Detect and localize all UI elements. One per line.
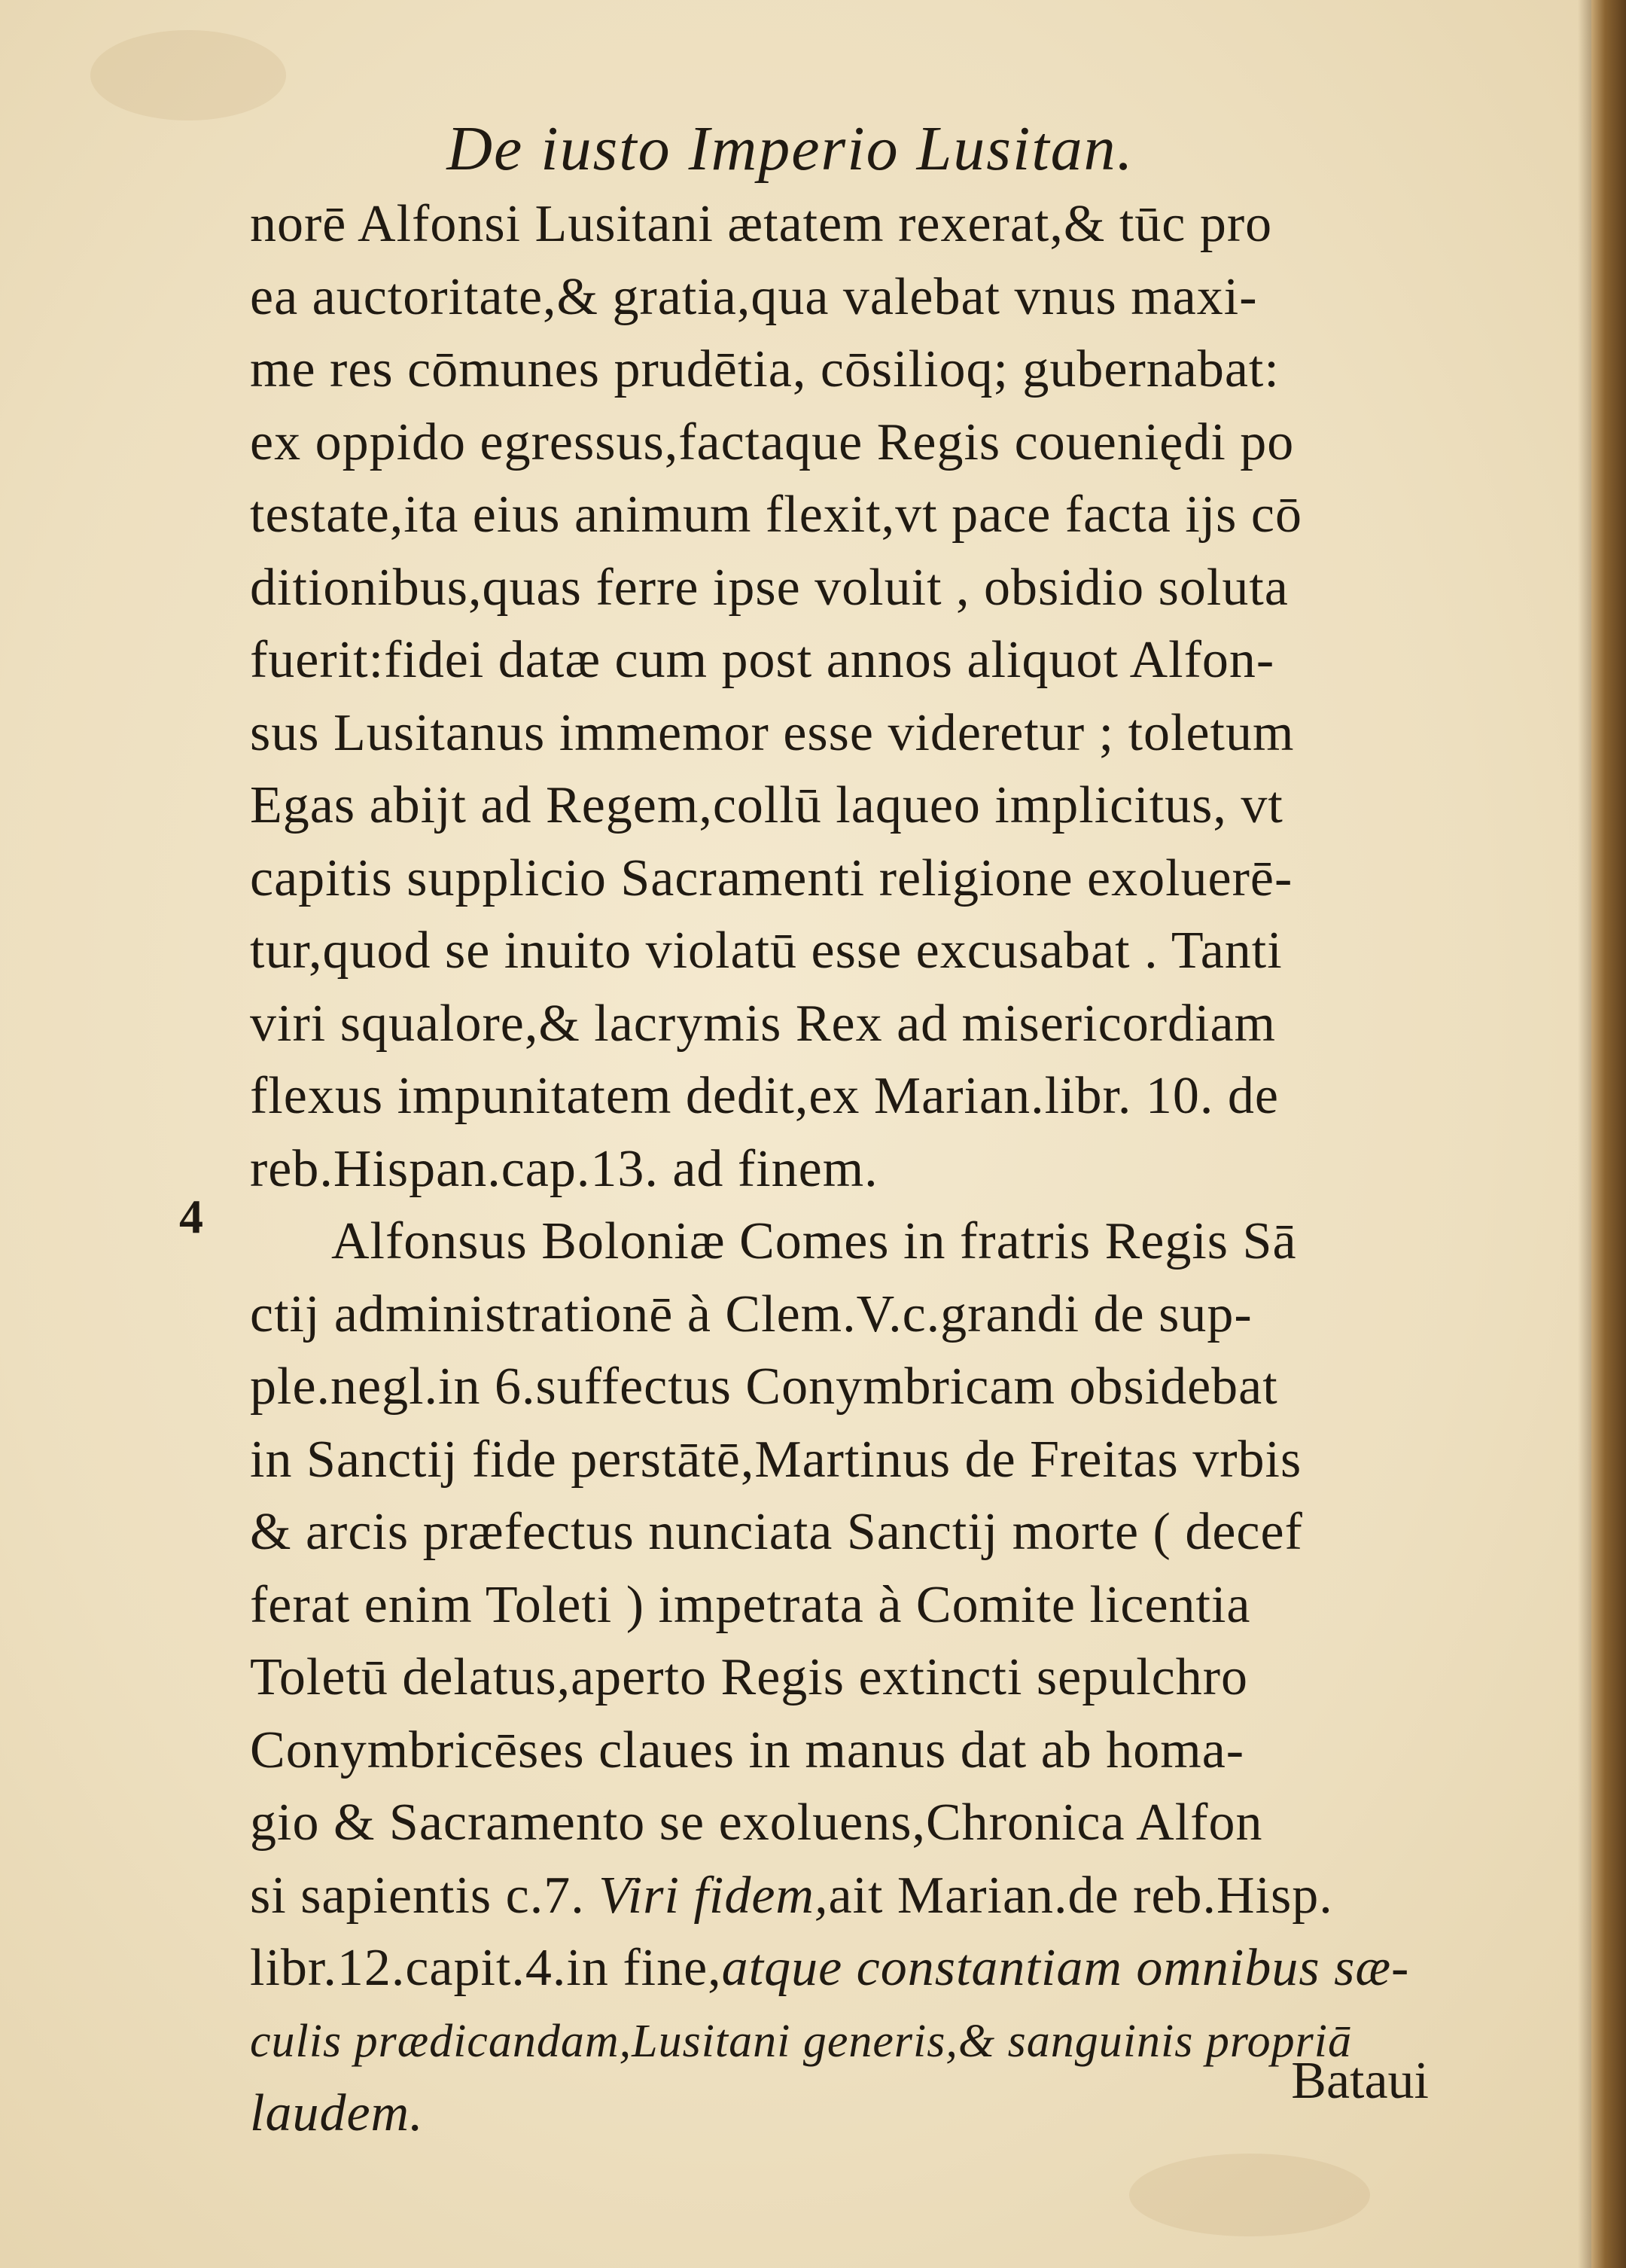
text-line: norē Alfonsi Lusitani ætatem rexerat,& tūc pro: [250, 195, 1273, 253]
text-line: flexus impunitatem dedit,ex Marian.libr. 10. de: [250, 1067, 1279, 1125]
text-line: laudem.: [250, 2084, 424, 2142]
running-head: De iusto Imperio Lusitan.: [446, 114, 1134, 184]
text-line: Egas abijt ad Regem,collū laqueo implicitus, vt: [250, 776, 1283, 834]
text-line: Conymbricēses claues in manus dat ab homa-: [250, 1721, 1245, 1779]
text-segment: libr.12.capit.4.in fine,: [250, 1939, 722, 1997]
text-line: & arcis præfectus nunciata Sanctij morte ( decef: [250, 1503, 1303, 1561]
text-line: culis prædicandam,Lusitani generis,& sanguinis propriā: [250, 2015, 1353, 2067]
marginal-number: 4: [179, 1190, 203, 1243]
text-segment: si sapientis c.7.: [250, 1866, 585, 1925]
italic-segment: Viri fidem,: [598, 1866, 829, 1925]
text-line: reb.Hispan.cap.13. ad finem.: [250, 1139, 878, 1198]
binding-edge: [1591, 0, 1626, 2268]
text-line: viri squalore,& lacrymis Rex ad misericordiam: [250, 994, 1276, 1053]
text-line: gio & Sacramento se exoluens,Chronica Alfon: [250, 1794, 1263, 1852]
text-line: tur,quod se inuito violatū esse excusabat . Tanti: [250, 922, 1283, 980]
catchword: Bataui: [1291, 2052, 1429, 2110]
text-line: ex oppido egressus,factaque Regis coueniędi po: [250, 413, 1295, 471]
text-line: ple.negl.in 6.suffectus Conymbricam obsidebat: [250, 1358, 1278, 1416]
text-line: [250, 1932, 1432, 2005]
text-line: ctij administrationē à Clem.V.c.grandi de sup-: [250, 1285, 1253, 1343]
text-line: [250, 1860, 1432, 1933]
text-line: sus Lusitanus immemor esse videretur ; toletum: [250, 703, 1295, 762]
text-line: ea auctoritate,& gratia,qua valebat vnus maxi-: [250, 267, 1258, 326]
text-line: Alfonsus Boloniæ Comes in fratris Regis Sā: [331, 1212, 1297, 1270]
italic-segment: atque constantiam omnibus sæ-: [721, 1939, 1410, 1997]
text-segment: ait Marian.de reb.Hisp.: [828, 1866, 1333, 1925]
paper-stain: [1129, 2154, 1370, 2236]
text-line: in Sanctij fide perstātē,Martinus de Freitas vrbis: [250, 1430, 1302, 1489]
text-line: testate,ita eius animum flexit,vt pace facta ijs cō: [250, 486, 1302, 544]
body-text: [250, 188, 1432, 2151]
text-line: ditionibus,quas ferre ipse voluit , obsidio soluta: [250, 558, 1289, 617]
text-line: me res cōmunes prudētia, cōsilioq; gubernabat:: [250, 340, 1280, 398]
text-line: capitis supplicio Sacramenti religione exoluerē-: [250, 849, 1293, 907]
text-line: fuerit:fidei datæ cum post annos aliquot Alfon-: [250, 631, 1275, 689]
text-line: ferat enim Toleti ) impetrata à Comite licentia: [250, 1575, 1251, 1634]
paper-stain: [90, 30, 286, 120]
text-line: Toletū delatus,aperto Regis extincti sepulchro: [250, 1648, 1249, 1706]
